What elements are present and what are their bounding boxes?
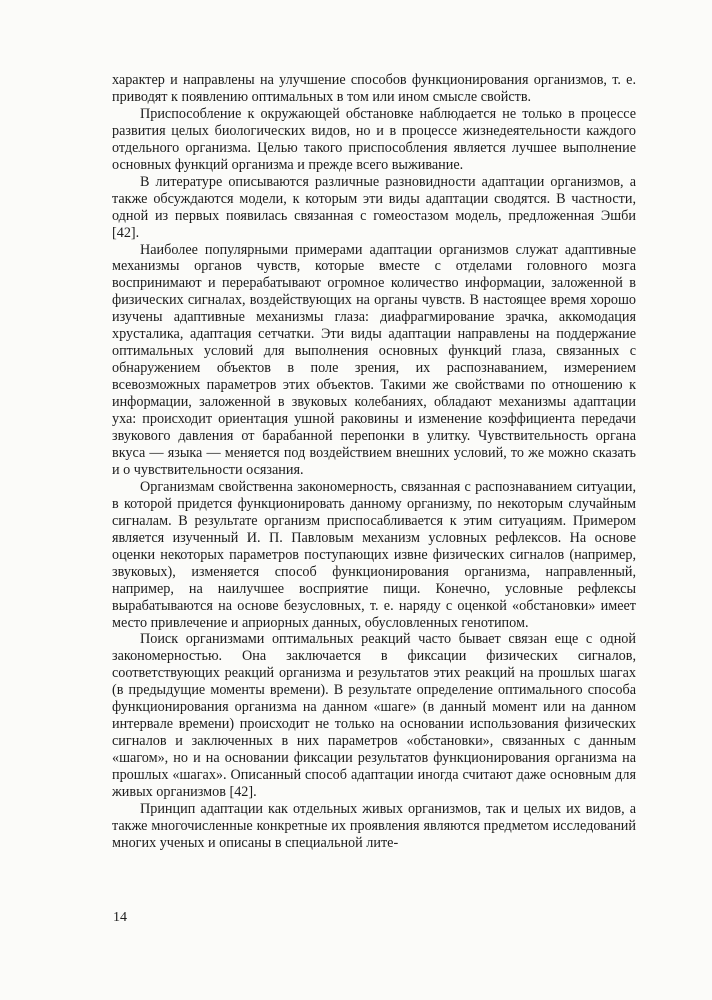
- paragraph-adaptation-environment: Приспособление к окружающей обстановке наблюдается не только в процессе развития целых биологических видов, но и в процессе жизнедеятельности каждого отдельного организма. Целью такого приспособления является лучшее выполнение основных функций организма и прежде всего выживание.: [112, 105, 636, 173]
- body-text: [112, 72, 636, 852]
- paragraph-situation-recognition: Организмам свойственна закономерность, связанная с распознаванием ситуации, в которой придется функционировать данному организму, по некоторым случайным сигналам. В результате организм приспосабливается к этим ситуациям. Примером является изученный И. П. Павловым механизм условных рефлексов. На основе оценки некоторых параметров поступающих извне физических сигналов (например, звуковых), изменяется способ функционирования организма, направленный, например, на наилучшее восприятие пищи. Конечно, условные рефлексы вырабатываются на основе безусловных, т. е. наряду с оценкой «обстановки» имеет место привлечение и априорных данных, обусловленных генотипом.: [112, 478, 636, 631]
- paragraph-continuation: характер и направлены на улучшение способов функционирования организмов, т. е. приводят к появлению оптимальных в том или ином смысле свойств.: [112, 72, 636, 105]
- paragraph-adaptation-principle: Принцип адаптации как отдельных живых организмов, так и целых их видов, а также многочисленные конкретные их проявления являются предметом исследований многих ученых и описаны в специальной лите-: [112, 800, 636, 851]
- page-number: 14: [113, 910, 127, 925]
- paragraph-literature: В литературе описываются различные разновидности адаптации организмов, а также обсуждаются модели, к которым эти виды адаптации сводятся. В частности, одной из первых появилась связанная с гомеостазом модель, предложенная Эшби [42].: [112, 173, 636, 241]
- paragraph-sense-organs: Наиболее популярными примерами адаптации организмов служат адаптивные механизмы органов чувств, которые вместе с отделами головного мозга воспринимают и перерабатывают огромное количество информации, заложенной в физических сигналах, воздействующих на органы чувств. В настоящее время хорошо изучены адаптивные механизмы глаза: диафрагмирование зрачка, аккомодация хрусталика, адаптация сетчатки. Эти виды адаптации направлены на поддержание оптимальных условий для выполнения основных функций глаза, связанных с обнаружением объектов в поле зрения, их распознаванием, измерением всевозможных параметров этих объектов. Такими же свойствами по отношению к информации, заложенной в звуковых колебаниях, обладают механизмы адаптации уха: происходит ориентация ушной раковины и изменение коэффициента передачи звукового давления от барабанной перепонки в улитку. Чувствительность органа вкуса — языка — меняется под воздействием внешних условий, то же можно сказать и о чувствительности осязания.: [112, 241, 636, 478]
- paragraph-optimal-reactions: Поиск организмами оптимальных реакций часто бывает связан еще с одной закономерностью. Она заключается в фиксации физических сигналов, соответствующих реакций организма и результатов этих реакций на прошлых шагах (в предыдущие моменты времени). В результате определение оптимального способа функционирования организма на данном «шаге» (в данный момент или на данном интервале времени) происходит не только на основании использования физических сигналов и заключенных в них параметров «обстановки», связанных с данным «шагом», но и на основании фиксации результатов функционирования организма на прошлых «шагах». Описанный способ адаптации иногда считают даже основным для живых организмов [42].: [112, 631, 636, 801]
